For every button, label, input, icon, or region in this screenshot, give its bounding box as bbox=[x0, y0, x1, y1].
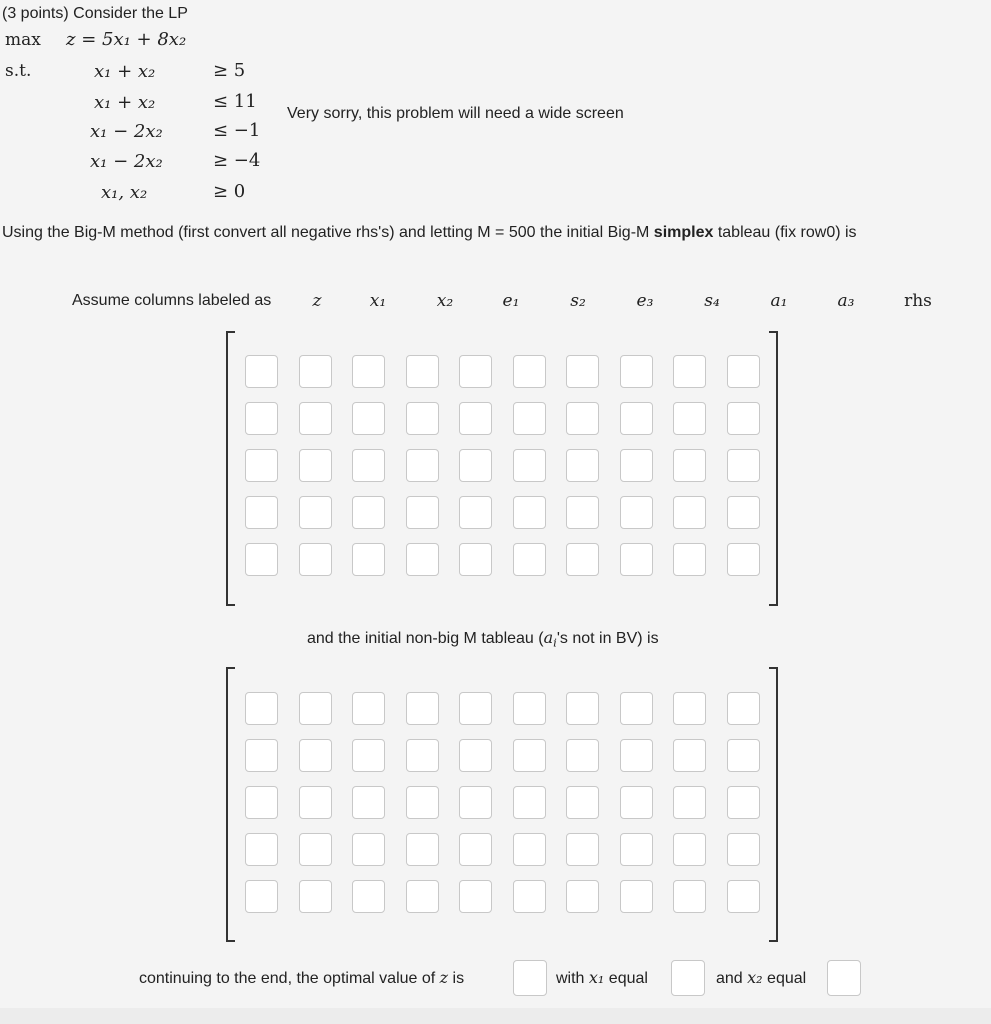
bigm-cell-r2-c1[interactable] bbox=[299, 449, 332, 482]
nonbigm-cell-r4-c9[interactable] bbox=[727, 880, 760, 913]
nonbigm-cell-r1-c8[interactable] bbox=[673, 739, 706, 772]
constraint-4-lhs: x₁ − 2x₂ bbox=[90, 151, 163, 172]
bigm-cell-r3-c2[interactable] bbox=[352, 496, 385, 529]
x2-var: x₂ bbox=[747, 968, 763, 987]
with-text: with bbox=[556, 970, 585, 987]
nonbigm-cell-r4-c4[interactable] bbox=[459, 880, 492, 913]
max-label: max bbox=[5, 30, 41, 50]
bigm-cell-r1-c5[interactable] bbox=[513, 402, 546, 435]
bigm-cell-r4-c9[interactable] bbox=[727, 543, 760, 576]
bigm-cell-r0-c4[interactable] bbox=[459, 355, 492, 388]
nonbigm-cell-r2-c5[interactable] bbox=[513, 786, 546, 819]
bigm-cell-r2-c8[interactable] bbox=[673, 449, 706, 482]
bigm-tableau-grid bbox=[245, 355, 760, 576]
nonbigm-cell-r1-c1[interactable] bbox=[299, 739, 332, 772]
nonbigm-cell-r3-c7[interactable] bbox=[620, 833, 653, 866]
optimal-x2-input[interactable] bbox=[827, 960, 861, 996]
nonbigm-cell-r2-c6[interactable] bbox=[566, 786, 599, 819]
optimal-x1-input[interactable] bbox=[671, 960, 705, 996]
nonbigm-cell-r4-c7[interactable] bbox=[620, 880, 653, 913]
nonbigm-cell-r1-c2[interactable] bbox=[352, 739, 385, 772]
columns-label: Assume columns labeled as bbox=[72, 292, 272, 309]
nonbigm-cell-r2-c3[interactable] bbox=[406, 786, 439, 819]
bigm-cell-r0-c1[interactable] bbox=[299, 355, 332, 388]
bigm-cell-r2-c9[interactable] bbox=[727, 449, 760, 482]
bigm-cell-r4-c1[interactable] bbox=[299, 543, 332, 576]
nonbigm-cell-r3-c0[interactable] bbox=[245, 833, 278, 866]
x2-value-text bbox=[716, 968, 806, 988]
bigm-cell-r0-c9[interactable] bbox=[727, 355, 760, 388]
bigm-matrix-right-bracket bbox=[769, 331, 778, 606]
col-rhs: rhs bbox=[904, 291, 932, 311]
bigm-cell-r1-c0[interactable] bbox=[245, 402, 278, 435]
bigm-cell-r2-c2[interactable] bbox=[352, 449, 385, 482]
bigm-cell-r3-c0[interactable] bbox=[245, 496, 278, 529]
st-label: s.t. bbox=[5, 61, 32, 81]
nonbigm-cell-r4-c0[interactable] bbox=[245, 880, 278, 913]
nonbigm-cell-r0-c4[interactable] bbox=[459, 692, 492, 725]
bigm-cell-r1-c9[interactable] bbox=[727, 402, 760, 435]
nonbigm-cell-r4-c6[interactable] bbox=[566, 880, 599, 913]
nonbigm-cell-r0-c3[interactable] bbox=[406, 692, 439, 725]
bigm-cell-r1-c3[interactable] bbox=[406, 402, 439, 435]
nonbigm-cell-r2-c0[interactable] bbox=[245, 786, 278, 819]
nonbigm-cell-r0-c0[interactable] bbox=[245, 692, 278, 725]
col-a1: a₁ bbox=[770, 291, 788, 311]
bigm-cell-r3-c5[interactable] bbox=[513, 496, 546, 529]
footer-shade bbox=[0, 1008, 991, 1024]
nonbigm-cell-r3-c2[interactable] bbox=[352, 833, 385, 866]
nonbigm-cell-r0-c1[interactable] bbox=[299, 692, 332, 725]
bigm-cell-r4-c0[interactable] bbox=[245, 543, 278, 576]
nonbigm-cell-r0-c5[interactable] bbox=[513, 692, 546, 725]
nonbigm-cell-r1-c3[interactable] bbox=[406, 739, 439, 772]
bigm-cell-r0-c6[interactable] bbox=[566, 355, 599, 388]
problem-header: (3 points) Consider the LP bbox=[2, 5, 188, 22]
constraint-1-rel: ≥ 5 bbox=[213, 60, 246, 81]
nonbigm-cell-r0-c2[interactable] bbox=[352, 692, 385, 725]
constraint-1-lhs: x₁ + x₂ bbox=[94, 61, 156, 82]
bigm-cell-r1-c4[interactable] bbox=[459, 402, 492, 435]
instruction-before: Using the Big-M method (first convert all negative rhs's) and letting M = 500 the initial Big-M bbox=[2, 224, 654, 241]
nonbigm-cell-r1-c0[interactable] bbox=[245, 739, 278, 772]
nonnegativity-rel: ≥ 0 bbox=[213, 181, 246, 202]
bigm-cell-r2-c4[interactable] bbox=[459, 449, 492, 482]
nonnegativity-lhs: x₁, x₂ bbox=[101, 182, 148, 203]
objective-function: z = 5x₁ + 8x₂ bbox=[66, 29, 187, 50]
nonbigm-matrix-right-bracket bbox=[769, 667, 778, 942]
nonbigm-cell-r4-c1[interactable] bbox=[299, 880, 332, 913]
nonbigm-cell-r1-c7[interactable] bbox=[620, 739, 653, 772]
bigm-cell-r4-c5[interactable] bbox=[513, 543, 546, 576]
bigm-cell-r2-c6[interactable] bbox=[566, 449, 599, 482]
nonbigm-cell-r2-c7[interactable] bbox=[620, 786, 653, 819]
nonbigm-cell-r2-c8[interactable] bbox=[673, 786, 706, 819]
nonbigm-cell-r0-c7[interactable] bbox=[620, 692, 653, 725]
nonbigm-cell-r2-c4[interactable] bbox=[459, 786, 492, 819]
bigm-cell-r3-c3[interactable] bbox=[406, 496, 439, 529]
bigm-cell-r2-c7[interactable] bbox=[620, 449, 653, 482]
bigm-cell-r1-c8[interactable] bbox=[673, 402, 706, 435]
bigm-cell-r0-c7[interactable] bbox=[620, 355, 653, 388]
bigm-cell-r3-c8[interactable] bbox=[673, 496, 706, 529]
constraint-4-rel: ≥ −4 bbox=[213, 150, 261, 171]
bigm-cell-r3-c6[interactable] bbox=[566, 496, 599, 529]
nonbigm-cell-r3-c8[interactable] bbox=[673, 833, 706, 866]
optimal-text: continuing to the end, the optimal value of bbox=[139, 970, 436, 987]
bigm-cell-r0-c2[interactable] bbox=[352, 355, 385, 388]
nonbigm-cell-r1-c4[interactable] bbox=[459, 739, 492, 772]
bigm-cell-r4-c3[interactable] bbox=[406, 543, 439, 576]
instruction-after: tableau (fix row0) is bbox=[713, 224, 857, 241]
equal-text-2: equal bbox=[767, 970, 807, 987]
equal-text-1: equal bbox=[608, 970, 648, 987]
nonbigm-cell-r0-c6[interactable] bbox=[566, 692, 599, 725]
constraint-3-lhs: x₁ − 2x₂ bbox=[90, 121, 163, 142]
x1-value-text bbox=[556, 968, 648, 988]
nonbigm-matrix-left-bracket bbox=[226, 667, 235, 942]
bigm-cell-r4-c4[interactable] bbox=[459, 543, 492, 576]
bigm-cell-r1-c1[interactable] bbox=[299, 402, 332, 435]
bigm-cell-r3-c9[interactable] bbox=[727, 496, 760, 529]
constraint-3-rel: ≤ −1 bbox=[213, 120, 261, 141]
nonbigm-cell-r4-c8[interactable] bbox=[673, 880, 706, 913]
nonbigm-cell-r1-c5[interactable] bbox=[513, 739, 546, 772]
nonbigm-cell-r3-c4[interactable] bbox=[459, 833, 492, 866]
nonbigm-cell-r3-c5[interactable] bbox=[513, 833, 546, 866]
bigm-cell-r3-c4[interactable] bbox=[459, 496, 492, 529]
nonbigm-cell-r3-c3[interactable] bbox=[406, 833, 439, 866]
col-a3: a₃ bbox=[837, 291, 855, 311]
constraint-2-lhs: x₁ + x₂ bbox=[94, 92, 156, 113]
bigm-cell-r3-c7[interactable] bbox=[620, 496, 653, 529]
constraint-2-rel: ≤ 11 bbox=[213, 91, 257, 112]
mid-var: a bbox=[543, 628, 554, 647]
nonbigm-cell-r1-c6[interactable] bbox=[566, 739, 599, 772]
bigm-cell-r2-c5[interactable] bbox=[513, 449, 546, 482]
nonbigm-cell-r2-c2[interactable] bbox=[352, 786, 385, 819]
bigm-cell-r2-c0[interactable] bbox=[245, 449, 278, 482]
nonbigm-cell-r4-c5[interactable] bbox=[513, 880, 546, 913]
nonbigm-cell-r3-c1[interactable] bbox=[299, 833, 332, 866]
nonbigm-cell-r0-c9[interactable] bbox=[727, 692, 760, 725]
nonbigm-intro-text bbox=[307, 628, 659, 648]
wide-screen-note: Very sorry, this problem will need a wide screen bbox=[287, 105, 624, 122]
nonbigm-cell-r3-c6[interactable] bbox=[566, 833, 599, 866]
nonbigm-cell-r0-c8[interactable] bbox=[673, 692, 706, 725]
bigm-cell-r3-c1[interactable] bbox=[299, 496, 332, 529]
nonbigm-cell-r4-c3[interactable] bbox=[406, 880, 439, 913]
col-e3: e₃ bbox=[636, 291, 654, 311]
bigm-cell-r0-c5[interactable] bbox=[513, 355, 546, 388]
bigm-cell-r4-c7[interactable] bbox=[620, 543, 653, 576]
optimal-var: z bbox=[439, 968, 449, 987]
bigm-cell-r4-c2[interactable] bbox=[352, 543, 385, 576]
bigm-cell-r0-c0[interactable] bbox=[245, 355, 278, 388]
nonbigm-cell-r4-c2[interactable] bbox=[352, 880, 385, 913]
and-text: and bbox=[716, 970, 743, 987]
bigm-cell-r2-c3[interactable] bbox=[406, 449, 439, 482]
x1-var: x₁ bbox=[588, 968, 605, 987]
col-x1: x₁ bbox=[369, 291, 387, 311]
col-s2: s₂ bbox=[570, 291, 586, 311]
bigm-cell-r1-c7[interactable] bbox=[620, 402, 653, 435]
bigm-cell-r1-c6[interactable] bbox=[566, 402, 599, 435]
nonbigm-cell-r2-c9[interactable] bbox=[727, 786, 760, 819]
bigm-cell-r1-c2[interactable] bbox=[352, 402, 385, 435]
instruction-text bbox=[2, 224, 857, 242]
bigm-matrix-left-bracket bbox=[226, 331, 235, 606]
nonbigm-cell-r2-c1[interactable] bbox=[299, 786, 332, 819]
nonbigm-cell-r3-c9[interactable] bbox=[727, 833, 760, 866]
mid-after: 's not in BV) is bbox=[556, 630, 659, 647]
col-s4: s₄ bbox=[704, 291, 720, 311]
nonbigm-tableau-grid bbox=[245, 692, 760, 913]
nonbigm-cell-r1-c9[interactable] bbox=[727, 739, 760, 772]
instruction-bold: simplex bbox=[653, 224, 714, 241]
bigm-cell-r4-c8[interactable] bbox=[673, 543, 706, 576]
bigm-cell-r4-c6[interactable] bbox=[566, 543, 599, 576]
col-x2: x₂ bbox=[436, 291, 454, 311]
optimal-value-text bbox=[139, 968, 464, 988]
bigm-cell-r0-c8[interactable] bbox=[673, 355, 706, 388]
optimal-is: is bbox=[452, 970, 465, 987]
bigm-cell-r0-c3[interactable] bbox=[406, 355, 439, 388]
mid-before: and the initial non-big M tableau ( bbox=[307, 630, 544, 647]
mid-sub: i bbox=[553, 635, 557, 650]
col-z: z bbox=[312, 291, 322, 311]
col-e1: e₁ bbox=[502, 291, 520, 311]
optimal-z-input[interactable] bbox=[513, 960, 547, 996]
